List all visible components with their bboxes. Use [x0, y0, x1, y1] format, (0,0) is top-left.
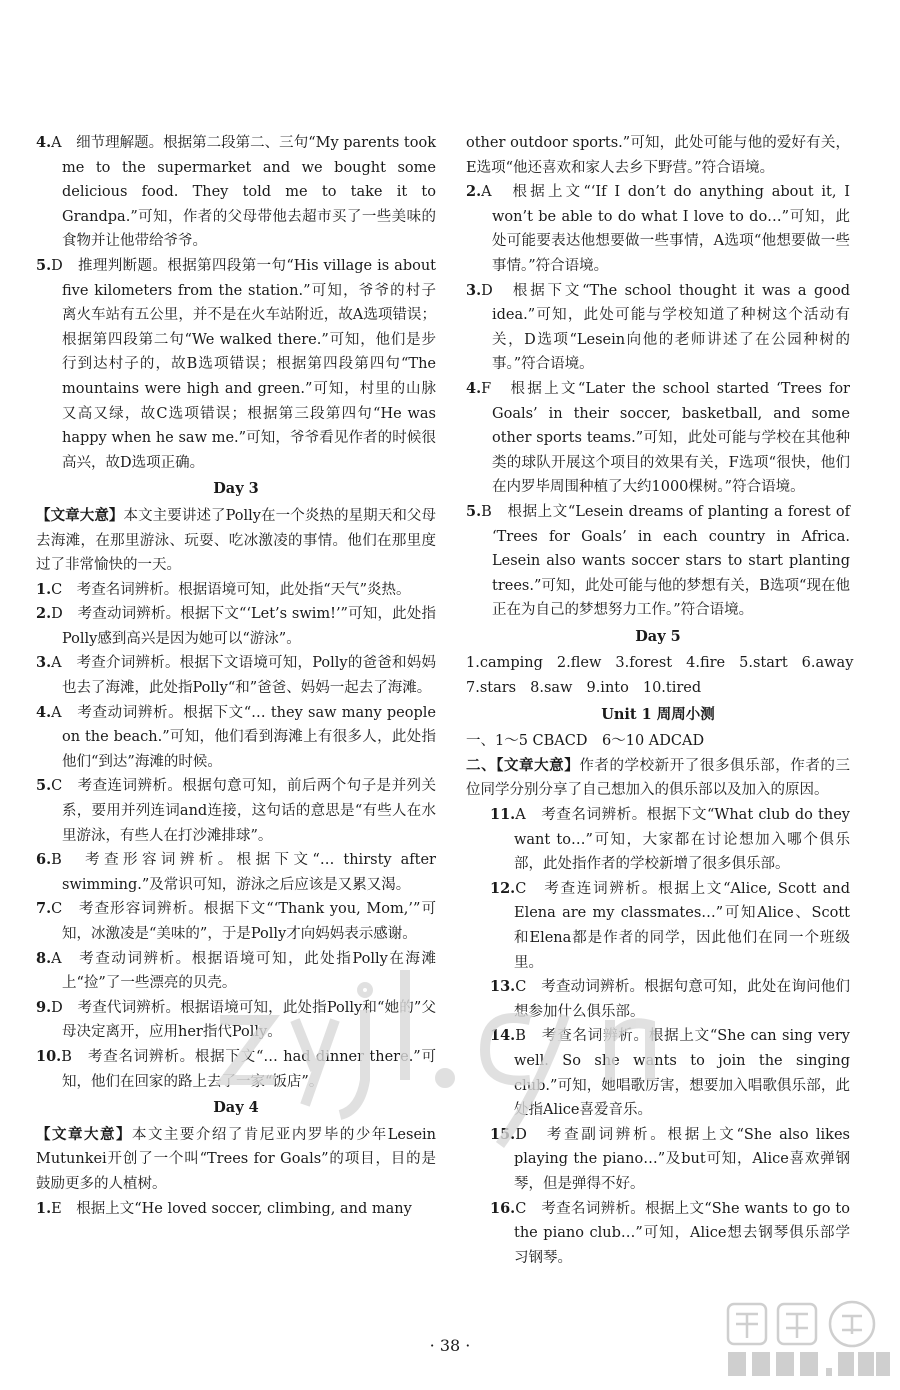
item-number: 4. — [466, 379, 482, 397]
answer-item — [466, 1024, 850, 1122]
answer-item — [36, 897, 436, 946]
answer-item — [466, 1197, 850, 1271]
item-explanation: D 推理判断题。根据第四段第一句“His village is about five kilometers from the station.”可知，爷爷的村子离火车站有五公里，并不是在火车站附近，故A选项错误；根据第四段第二句“We walked there.”可知，他们是步行到达村子的，故B选项错误；根据第四段第四句“The mountains were high and green.”可知，村里的山脉又高又绿，故C选项错误；根据第三段第四句“He was happy when he saw me.”可知，爷爷看见作者的时候很高兴，故D选项正确。 — [51, 257, 436, 471]
item-number: 5. — [36, 256, 52, 274]
section-heading: Day 3 — [213, 480, 259, 498]
item-explanation: C 考查形容词辨析。根据下文“‘Thank you, Mom,’”可知，冰激凌是“美味的”，于是Polly才向妈妈表示感谢。 — [51, 901, 436, 942]
item-number: 5. — [36, 777, 52, 795]
answer-item — [466, 500, 850, 623]
item-number: 3. — [36, 654, 52, 672]
item-number: 1. — [36, 580, 52, 598]
item-number: 1. — [36, 1199, 52, 1217]
item-explanation: A 考查动词辨析。根据语境可知，此处指Polly在海滩上“捡”了一些漂亮的贝壳。 — [51, 950, 436, 992]
word-answer: 2.flew — [556, 655, 602, 672]
item-explanation: E 根据上文“He loved soccer, climbing, and many — [51, 1200, 412, 1217]
item-explanation: A 考查名词辨析。根据下文“What club do they want to…”可知，大家都在讨论想加入哪个俱乐部，此处指作者的学校新增了很多俱乐部。 — [514, 807, 850, 873]
article-summary — [36, 504, 436, 578]
item-number: 16. — [490, 1199, 516, 1217]
item-explanation: A 根据上文“‘If I don’t do anything about it, I won’t be able to do what I love to do…”可知，此处可能要表达他想要做一些事情，A选项“他想要做一些事情。”符合语境。 — [481, 184, 850, 274]
answer-item — [466, 975, 850, 1024]
page-number: · 38 · — [429, 1336, 471, 1355]
answer-item — [466, 877, 850, 975]
summary-tag: 二、【文章大意】 — [466, 756, 580, 774]
item-explanation: C 考查名词辨析。根据语境可知，此处指“天气”炎热。 — [51, 581, 411, 598]
word-answer: 1.camping — [466, 655, 543, 672]
word-answer: 7.stars — [466, 680, 517, 697]
answer-item — [466, 279, 850, 377]
word-answer: 4.fire — [686, 655, 726, 672]
article-summary — [466, 754, 850, 803]
word-answer: 3.forest — [615, 655, 673, 672]
item-number: 15. — [490, 1125, 516, 1143]
answer-item — [466, 377, 850, 500]
item-explanation: A 考查介词辨析。根据下文语境可知，Polly的爸爸和妈妈也去了海滩，此处指Polly“和”爸爸、妈妈一起去了海滩。 — [51, 655, 436, 697]
summary-text: 本文主要讲述了Polly在一个炎热的星期天和父母去海滩，在那里游泳、玩耍、吃冰激凌的事情。他们在那里度过了非常愉快的一天。 — [36, 507, 436, 574]
item-number: 8. — [36, 949, 52, 967]
article-summary — [36, 1123, 436, 1197]
item-explanation: B 考查形容词辨析。根据下文“… thirsty after swimming.”及常识可知，游泳之后应该是又累又渴。 — [51, 852, 436, 893]
word-answer: 8.saw — [530, 680, 573, 697]
item-number: 6. — [36, 851, 52, 869]
item-explanation: D 考查动词辨析。根据下文“‘Let’s swim!’”可知，此处指Polly感到高兴是因为她可以“游泳”。 — [51, 606, 436, 647]
item-number: 9. — [36, 998, 52, 1016]
answer-item — [36, 1197, 436, 1222]
answer-item — [466, 180, 850, 278]
item-number: 4. — [36, 134, 52, 151]
answer-item — [36, 1045, 436, 1094]
item-explanation: C 考查连词辨析。根据句意可知，前后两个句子是并列关系，要用并列连词and连接，这句话的意思是“有些人在水里游泳，有些人在打沙滩排球”。 — [51, 778, 436, 844]
section-heading: Unit 1 周周小测 — [601, 705, 715, 723]
item-number: 14. — [490, 1027, 516, 1045]
word-answer: 9.into — [586, 680, 629, 697]
item-explanation: D 根据下文“The school thought it was a good idea.”可知，此处可能与学校知道了种树这个活动有关，D选项“Lesein向他的老师讲述了在公园种树的事。”符合语境。 — [481, 282, 850, 373]
answer-item — [36, 254, 436, 475]
item-explanation: C 考查名词辨析。根据上文“She wants to go to the piano club…”可知，Alice想去钢琴俱乐部学习钢琴。 — [514, 1200, 850, 1266]
item-explanation: A 考查动词辨析。根据下文“… they saw many people on the beach.”可知，他们看到海滩上有很多人，此处指他们“到达”海滩的时候。 — [51, 704, 436, 770]
item-number: 4. — [36, 703, 52, 721]
answer-item — [36, 774, 436, 848]
item-explanation: C 考查动词辨析。根据句意可知，此处在询问他们想参加什么俱乐部。 — [514, 979, 850, 1020]
answer-item — [36, 651, 436, 700]
item-explanation: B 考查名词辨析。根据上文“She can sing very well. So she wants to join the singing club.”可知，她唱歌厉害，想要加入唱歌俱乐部，此处指Alice喜爱音乐。 — [514, 1028, 850, 1119]
item-explanation: A 细节理解题。根据第二段第二、三句“My parents took me to the supermarket and we bought some delicious food. They told me to take it to Grandpa.”可知，作者的父母带他去超市买了一些美味的食物并让他带给爷爷。 — [51, 135, 436, 250]
item-explanation: C 考查连词辨析。根据上文“Alice, Scott and Elena are my classmates…”可知Alice、Scott和Elena都是作者的同学，因此他们在同一个班级里。 — [514, 880, 850, 971]
word-bank-row — [466, 651, 854, 676]
item-number: 11. — [490, 806, 516, 824]
item-explanation: B 根据上文“Lesein dreams of planting a forest of ‘Trees for Goals’ in each country in Africa. Lesein also wants soccer stars to start planting trees.”可知，此处可能与他的梦想有关，B选项“现在他正在为自己的梦想努力工作。”符合语境。 — [481, 503, 850, 619]
item-number: 10. — [36, 1047, 62, 1065]
summary-text: 作者的学校新开了很多俱乐部，作者的三位同学分别分享了自己想加入的俱乐部以及加入的原因。 — [466, 757, 851, 799]
answer-item — [466, 803, 850, 877]
word-answer: 6.away — [801, 655, 854, 672]
item-explanation: D 考查副词辨析。根据上文“She also likes playing the piano…”及but可知，Alice喜欢弹钢琴，但是弹得不好。 — [514, 1126, 850, 1192]
answer-item — [36, 578, 436, 603]
word-bank-row — [466, 676, 850, 701]
word-answer: 10.tired — [642, 680, 702, 697]
answer-text: other outdoor sports.”可知，此处可能与他的爱好有关，E选项“他还喜欢和家人去乡下野营。”符合语境。 — [466, 135, 850, 176]
answer-item — [36, 996, 436, 1045]
answer-item — [36, 602, 436, 651]
section-heading: Day 4 — [213, 1099, 259, 1117]
item-explanation: B 考查名词辨析。根据下文“… had dinner there.”可知，他们在回家的路上去了一家“饭店”。 — [61, 1048, 436, 1090]
answer-item — [36, 848, 436, 897]
answer-item — [36, 701, 436, 775]
answer-item — [466, 1123, 850, 1197]
item-number: 2. — [466, 183, 482, 201]
item-number: 12. — [490, 879, 516, 897]
item-number: 13. — [490, 978, 516, 996]
item-number: 5. — [466, 502, 482, 520]
summary-text: 本文主要介绍了肯尼亚内罗毕的少年Lesein Mutunkei开创了一个叫“Trees for Goals”的项目，目的是鼓励更多的人植树。 — [36, 1126, 437, 1192]
word-bank — [466, 651, 854, 700]
word-answer: 5.start — [739, 655, 788, 672]
answer-item — [36, 947, 436, 996]
answer-text: 一、1～5 CBACD 6～10 ADCAD — [466, 733, 705, 750]
item-number: 2. — [36, 605, 52, 623]
item-number: 7. — [36, 900, 52, 918]
answer-circle-watermark — [722, 1300, 892, 1384]
item-explanation: D 考查代词辨析。根据语境可知，此处指Polly和“她的”父母决定离开，应用her指代Polly。 — [51, 999, 436, 1041]
item-number: 3. — [466, 281, 482, 299]
left-column — [36, 131, 436, 1221]
summary-tag: 【文章大意】 — [36, 506, 124, 524]
item-explanation: F 根据上文“Later the school started ‘Trees for Goals’ in their soccer, basketball, and some other sports teams.”可知，此处可能与学校在其他种类的球队开展这个项目的效果有关，F选项“很快，他们在内罗毕周围种植了大约1000棵树。”符合语境。 — [481, 380, 850, 496]
right-column — [466, 131, 854, 1270]
section-heading: Day 5 — [635, 627, 681, 645]
summary-tag: 【文章大意】 — [36, 1125, 132, 1143]
answer-item — [36, 131, 436, 254]
